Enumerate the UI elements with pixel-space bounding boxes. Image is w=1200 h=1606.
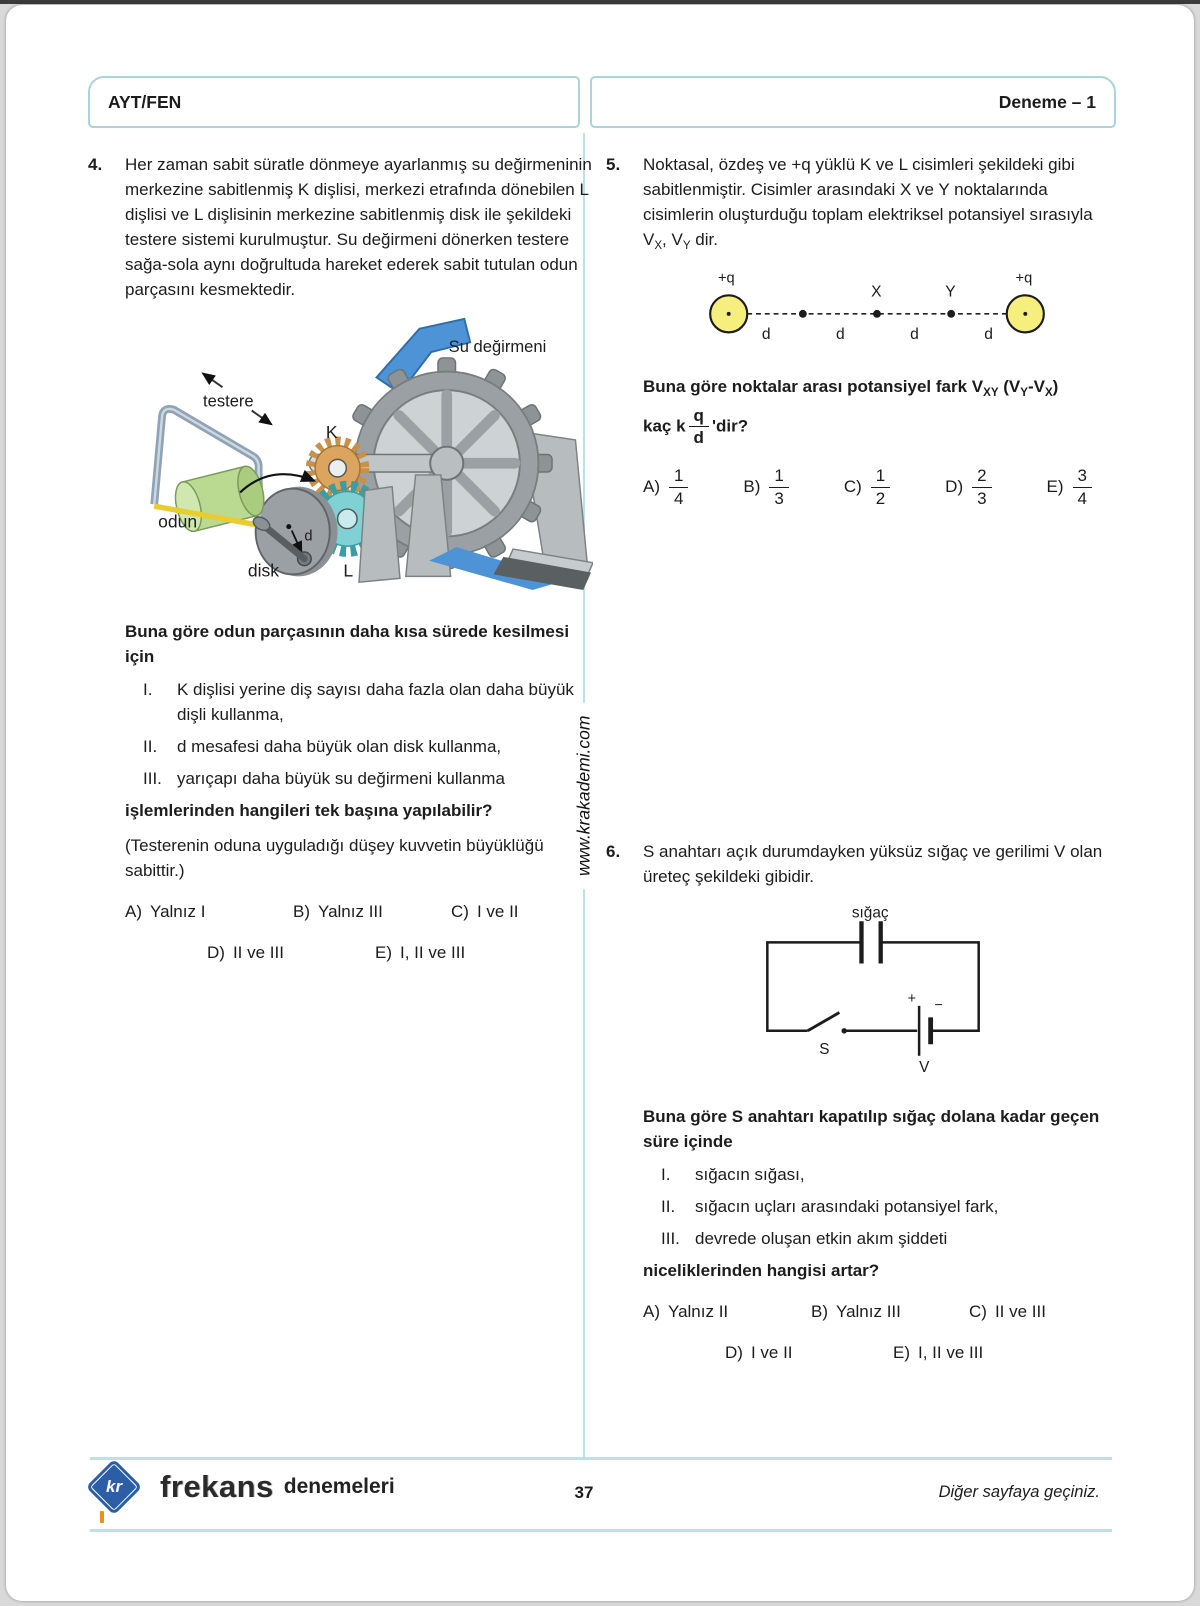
distance-label: d	[761, 326, 771, 344]
gear-l-label: L	[343, 560, 354, 581]
question-5	[606, 153, 1111, 508]
fraction-k-q-d: $\frac{q}{d}$	[689, 406, 709, 448]
option: D) $\frac{2}{3}$	[945, 466, 994, 508]
question-6-number: 6.	[606, 842, 621, 862]
question-4-number: 4.	[88, 155, 103, 174]
point-dot	[799, 310, 807, 318]
gear-k-label: K	[325, 421, 338, 442]
scan-edge	[0, 0, 1200, 4]
option: B) $\frac{1}{3}$	[743, 466, 791, 508]
list-item: III. devrede oluşan etkin akım şiddeti	[661, 1228, 948, 1248]
next-page-note: Diğer sayfaya geçiniz.	[938, 1483, 1100, 1501]
charge-left-label: +q	[717, 270, 735, 287]
kr-logo-icon: kr	[86, 1459, 143, 1516]
exam-page	[6, 5, 1194, 1601]
list-item: III. yarıçapı daha büyük su değirmeni kullanma	[143, 768, 505, 788]
question-5-number: 5.	[606, 155, 621, 174]
point-y-dot	[947, 310, 955, 318]
question-5-text: Noktasal, özdeş ve +q yüklü K ve L cisimleri şekildeki gibi sabitlenmiştir. Cisimler arasındaki X ve Y noktalarında cisimlerin oluşturduğu toplam elektriksel potansiyel sırasıyla $V_X$, $V_Y$ dir.	[643, 155, 1093, 252]
question-4-stem2: işlemlerinden hangileri tek başına yapılabilir?	[125, 800, 493, 820]
battery	[919, 1006, 931, 1056]
list-item: II. sığacın uçları arasındaki potansiyel fark,	[661, 1197, 999, 1216]
question-6-options-row1	[643, 1300, 1111, 1325]
capacitor-label: sığaç	[851, 904, 889, 922]
point-x-label: X	[871, 283, 882, 301]
option: B) Yalnız III	[811, 1301, 901, 1321]
footer-divider-top	[90, 1457, 1112, 1460]
distance-label: d	[836, 326, 845, 344]
option: A) $\frac{1}{4}$	[643, 466, 691, 508]
brand-name: frekans	[160, 1469, 274, 1504]
option: E) I, II ve III	[375, 942, 466, 962]
right-column	[606, 153, 1111, 1366]
question-4-options-row1	[125, 900, 593, 925]
list-item: II. d mesafesi daha büyük olan disk kullanma,	[143, 736, 502, 756]
point-x-dot	[873, 310, 881, 318]
watermill-diagram	[125, 317, 593, 590]
capacitor	[861, 921, 880, 963]
option: C) I ve II	[451, 901, 519, 921]
circuit-wires	[767, 942, 978, 1030]
footer-divider-bottom	[90, 1529, 1112, 1532]
option: C) II ve III	[969, 1301, 1046, 1321]
page-number: 37	[574, 1483, 594, 1502]
wood-label: odun	[158, 511, 198, 532]
question-6-stem: Buna göre S anahtarı kapatılıp sığaç dolana kadar geçen süre içinde	[643, 1107, 1100, 1152]
saw-motion-arrow-icon	[203, 373, 223, 387]
question-6-options-row2	[725, 1341, 1111, 1366]
question-4-text: Her zaman sabit süratle dönmeye ayarlanmış su değirmeninin merkezine sabitlenmiş K dişlisi, merkezi etrafında dönebilen L dişlisi ve L dişlisinin merkezine sabitlenmiş disk ile şekildeki testere sistemi kurulmuştur. Su değirmeni dönerken testere sağa-sola aynı doğrultuda hareket ederek sabit tutulan odun parçasını kesmektedir.	[125, 155, 592, 299]
battery-plus-label: +	[907, 991, 917, 1008]
option: A) Yalnız II	[643, 1301, 729, 1321]
question-4-stem: Buna göre odun parçasının daha kısa sürede kesilmesi için	[125, 621, 570, 666]
battery-minus-label: −	[934, 997, 943, 1014]
option: C) $\frac{1}{2}$	[844, 466, 893, 508]
question-5-stem: Buna göre noktalar arası potansiyel fark $V_{XY}$ $(V_Y-V_X)$	[643, 376, 1059, 399]
question-4-options-row2	[207, 941, 593, 966]
watermark-url: www.krakademi.com	[569, 703, 599, 889]
question-6-stem2: niceliklerinden hangisi artar?	[643, 1260, 880, 1280]
charge-right-label: +q	[1015, 270, 1033, 287]
list-item: I. sığacın sığası,	[661, 1165, 805, 1185]
point-y-label: Y	[945, 283, 956, 301]
question-4-items	[125, 678, 593, 792]
option: B) Yalnız III	[293, 901, 383, 921]
distance-label: d	[304, 528, 313, 545]
header-right-label: Deneme – 1	[998, 91, 1096, 112]
circuit-diagram	[748, 904, 998, 1075]
question-5-stem-formula: kaç k $\frac{q}{d}$ 'dir?	[643, 405, 749, 448]
disk-bracket	[359, 487, 400, 583]
header-left-label: AYT/FEN	[108, 91, 182, 112]
header-test-number	[590, 76, 1116, 128]
distance-label: d	[984, 326, 994, 344]
option: E) I, II ve III	[893, 1342, 984, 1362]
question-5-options	[643, 466, 1095, 508]
distance-label: d	[910, 326, 919, 344]
option: D) I ve II	[725, 1342, 793, 1362]
saw-label: testere	[203, 391, 254, 411]
mill-label: Su değirmeni	[448, 337, 547, 357]
question-6	[606, 840, 1111, 1366]
question-6-text: S anahtarı açık durumdayken yüksüz sığaç ve gerilimi V olan üreteç şekildeki gibidir.	[643, 842, 1103, 887]
pencil-icon	[100, 1511, 104, 1523]
charges-diagram	[701, 267, 1053, 347]
option: A) Yalnız I	[125, 901, 206, 921]
publisher-logo	[94, 1467, 395, 1507]
brand-suffix: denemeleri	[283, 1475, 395, 1498]
list-item: I. K dişlisi yerine diş sayısı daha fazla olan daha büyük dişli kullanma,	[143, 679, 574, 724]
saw-motion-arrow-icon	[252, 411, 272, 425]
header-exam-section	[88, 76, 580, 128]
question-6-items	[643, 1163, 1111, 1252]
option: E) $\frac{3}{4}$	[1047, 466, 1095, 508]
voltage-label: V	[919, 1059, 930, 1076]
option: D) II ve III	[207, 942, 284, 962]
question-4-note: (Testerenin oduna uyguladığı düşey kuvvetin büyüklüğü sabittir.)	[125, 835, 544, 880]
switch-label: S	[819, 1040, 830, 1058]
disk-label: disk	[247, 560, 280, 581]
switch	[808, 1013, 847, 1034]
